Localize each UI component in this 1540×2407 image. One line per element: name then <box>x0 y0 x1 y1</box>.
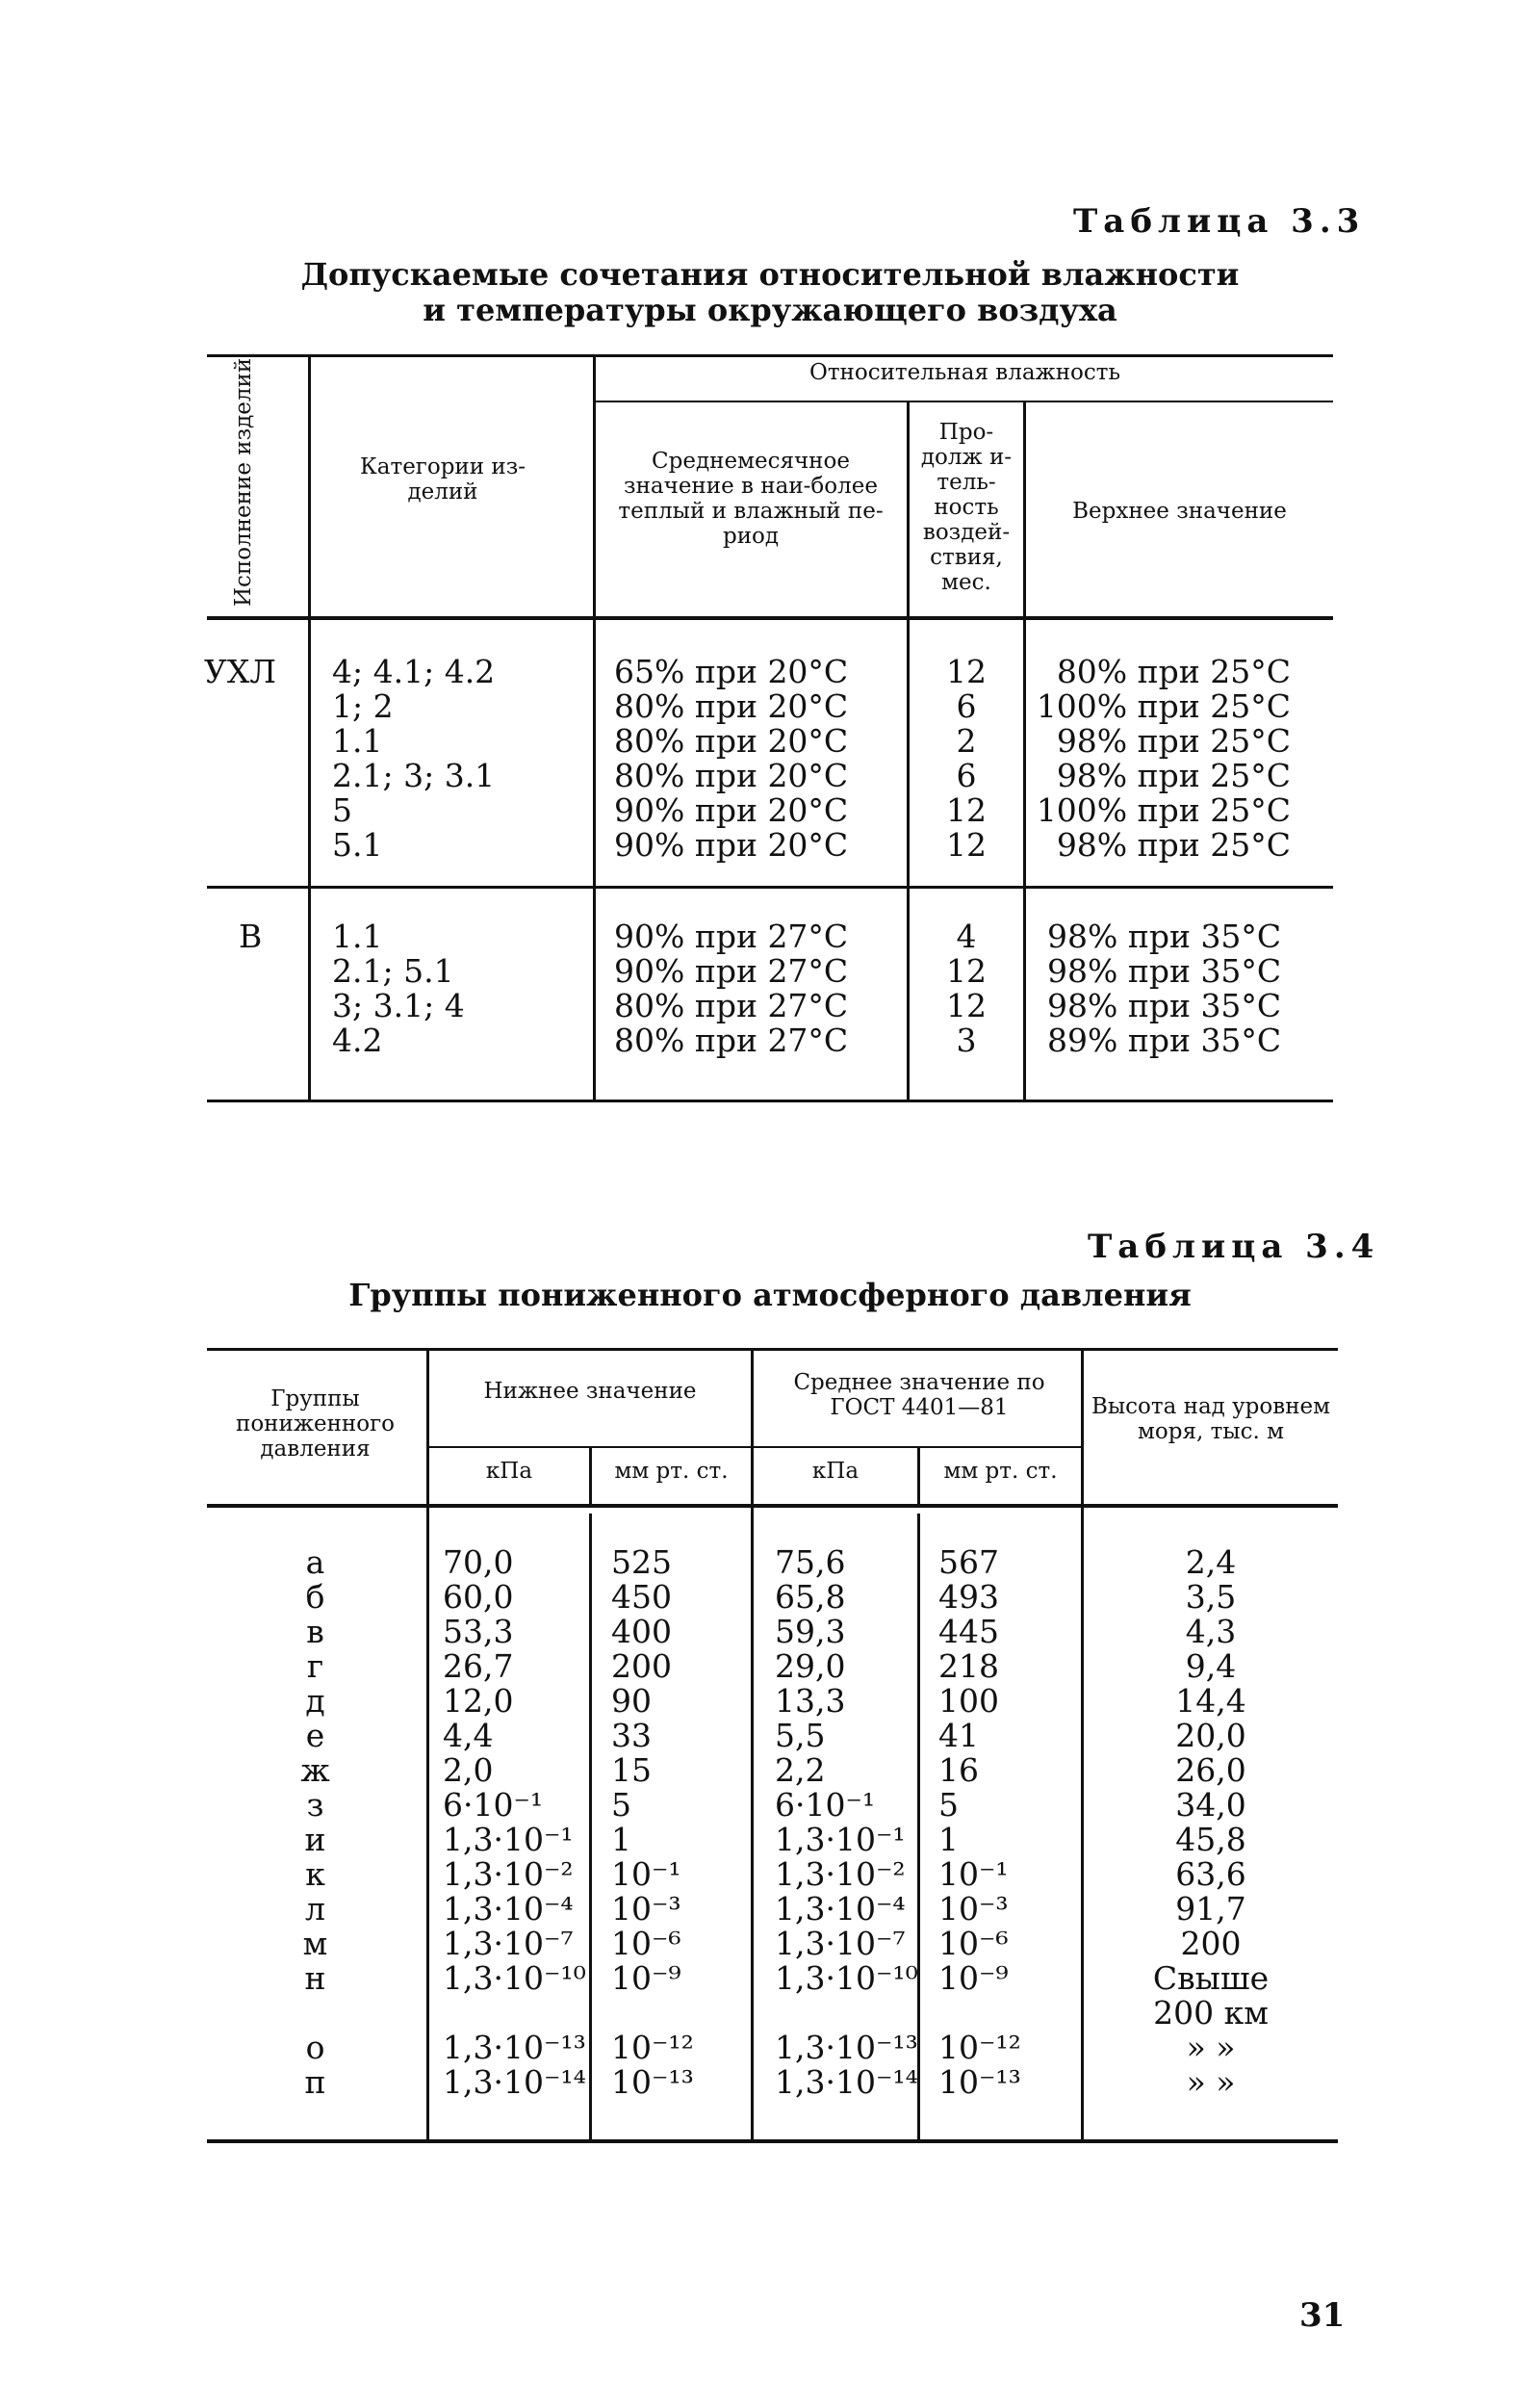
t33-avg-cell: 80% при 27°C <box>614 987 849 1024</box>
t33-avg-cell: 80% при 20°C <box>614 757 849 794</box>
t34-lower-mm-cell: 10⁻⁶ <box>611 1925 681 1962</box>
t34-lower-mm-cell: 15 <box>611 1751 652 1789</box>
t33-group-rule <box>207 886 1333 889</box>
t34-altitude-cell: 91,7 <box>1175 1890 1246 1928</box>
t34-vrule-2b <box>589 1514 592 2139</box>
t33-category-cell: 4; 4.1; 4.2 <box>332 653 496 690</box>
t33-duration-cell: 12 <box>946 987 987 1024</box>
t33-avg-cell: 90% при 20°C <box>614 826 849 864</box>
t33-duration-cell: 2 <box>956 722 977 760</box>
t33-upper-cell: 98% при 35°C <box>1047 918 1282 955</box>
t33-category-cell: 2.1; 5.1 <box>332 952 454 990</box>
t34-lower-mm-cell: 525 <box>611 1543 672 1581</box>
t34-mean-kpa-cell: 1,3·10⁻¹⁴ <box>775 2063 918 2101</box>
t34-lower-mm-cell: 400 <box>611 1613 672 1650</box>
table-3-4-title: Группы пониженного атмосферного давления <box>348 1277 1192 1313</box>
t34-group-cell: г <box>306 1647 324 1685</box>
t34-lower-kpa-cell: 4,4 <box>443 1717 494 1754</box>
t34-group-cell: ж <box>300 1751 330 1789</box>
t34-lower-kpa-cell: 1,3·10⁻² <box>443 1855 574 1893</box>
t34-group-cell: и <box>304 1821 326 1858</box>
t34-header-altitude: Высота над уровнем моря, тыс. м <box>1091 1394 1331 1444</box>
t34-group-cell: з <box>306 1786 324 1824</box>
t33-avg-cell: 90% при 27°C <box>614 952 849 990</box>
t33-header-execution: Исполнение изделий <box>231 357 256 607</box>
t33-category-cell: 2.1; 3; 3.1 <box>332 757 496 794</box>
t34-group-cell: е <box>305 1717 325 1754</box>
t33-upper-cell: 80% при 25°C <box>1056 653 1291 690</box>
t34-mean-kpa-cell: 1,3·10⁻¹³ <box>775 2029 918 2066</box>
t33-category-cell: 3; 3.1; 4 <box>332 987 465 1024</box>
t33-duration-cell: 12 <box>946 653 987 690</box>
t33-avg-cell: 90% при 27°C <box>614 918 849 955</box>
t33-duration-cell: 12 <box>946 826 987 864</box>
t33-upper-cell: 100% при 25°C <box>1036 791 1291 829</box>
t34-lower-mm-cell: 33 <box>611 1717 652 1754</box>
t34-mean-mm-cell: 1 <box>938 1821 959 1858</box>
t33-category-cell: 5.1 <box>332 826 383 864</box>
t34-lower-mm-cell: 450 <box>611 1578 672 1616</box>
t34-altitude-cell: 4,3 <box>1185 1613 1237 1650</box>
t33-avg-cell: 80% при 27°C <box>614 1022 849 1059</box>
t34-altitude-cell: » » <box>1186 2029 1236 2066</box>
t34-altitude-cell: 200 <box>1180 1925 1242 1962</box>
t33-avg-cell: 90% при 20°C <box>614 791 849 829</box>
t33-upper-cell: 89% при 35°C <box>1047 1022 1282 1059</box>
t34-altitude-cell: 26,0 <box>1175 1751 1246 1789</box>
t34-header-group: Группы пониженного давления <box>235 1386 395 1462</box>
t34-mean-mm-cell: 567 <box>938 1543 999 1581</box>
t34-header-mean-mmhg: мм рт. ст. <box>943 1459 1058 1484</box>
t34-lower-mm-cell: 90 <box>611 1682 652 1720</box>
t34-mean-kpa-cell: 59,3 <box>775 1613 846 1650</box>
t34-lower-kpa-cell: 26,7 <box>443 1647 514 1685</box>
t34-altitude-cell: 63,6 <box>1175 1855 1246 1893</box>
t34-mean-kpa-cell: 13,3 <box>775 1682 846 1720</box>
t34-group-cell: н <box>304 1959 326 1997</box>
t34-mean-kpa-cell: 2,2 <box>775 1751 826 1789</box>
t34-header-mean: Среднее значение по ГОСТ 4401—81 <box>793 1370 1045 1420</box>
t34-lower-mm-cell: 200 <box>611 1647 672 1685</box>
t33-upper-cell: 98% при 25°C <box>1056 722 1291 760</box>
t33-header-humidity: Относительная влажность <box>808 360 1121 385</box>
t34-group-cell: в <box>306 1613 324 1650</box>
t34-mean-mm-cell: 10⁻³ <box>938 1890 1009 1928</box>
t34-mean-mm-cell: 10⁻¹³ <box>938 2063 1021 2101</box>
t34-altitude-cell: 2,4 <box>1185 1543 1237 1581</box>
t34-lower-mm-cell: 10⁻¹ <box>611 1855 681 1893</box>
t34-altitude-cell: 34,0 <box>1175 1786 1246 1824</box>
t33-header-rule <box>207 616 1333 620</box>
t34-lower-kpa-cell: 1,3·10⁻¹⁴ <box>443 2063 586 2101</box>
t34-lower-kpa-cell: 1,3·10⁻¹⁰ <box>443 1959 586 1997</box>
t34-mean-mm-cell: 218 <box>938 1647 999 1685</box>
t34-altitude-cell: 45,8 <box>1175 1821 1246 1858</box>
t33-duration-cell: 4 <box>956 918 977 955</box>
t33-bottom-rule <box>207 1100 1333 1102</box>
t34-bottom-rule <box>207 2139 1338 2143</box>
t34-top-rule <box>207 1348 1338 1351</box>
t34-mean-mm-cell: 10⁻⁶ <box>938 1925 1009 1962</box>
t33-exec-v: В <box>239 918 263 955</box>
t34-lower-mm-cell: 10⁻³ <box>611 1890 681 1928</box>
t34-lower-mm-cell: 10⁻¹³ <box>611 2063 694 2101</box>
t33-category-cell: 4.2 <box>332 1022 383 1059</box>
t33-upper-cell: 98% при 35°C <box>1047 952 1282 990</box>
t34-altitude-cell: » » <box>1186 2063 1236 2101</box>
t34-group-cell: д <box>305 1682 325 1720</box>
t33-header-upper: Верхнее значение <box>1072 499 1287 524</box>
t34-mean-mm-cell: 41 <box>938 1717 979 1754</box>
t33-duration-cell: 3 <box>956 1022 977 1059</box>
t33-exec-ukhl: УХЛ <box>204 653 276 690</box>
t33-header-category: Категории из-делий <box>359 454 526 505</box>
t34-altitude-cell: 14,4 <box>1175 1682 1246 1720</box>
t34-mean-kpa-cell: 65,8 <box>775 1578 846 1616</box>
t33-avg-cell: 80% при 20°C <box>614 687 849 725</box>
t33-avg-cell: 80% при 20°C <box>614 722 849 760</box>
t33-duration-cell: 6 <box>956 757 977 794</box>
t34-lower-kpa-cell: 1,3·10⁻⁷ <box>443 1925 574 1962</box>
t34-mean-mm-cell: 445 <box>938 1613 999 1650</box>
t34-mean-kpa-cell: 75,6 <box>775 1543 846 1581</box>
t34-lower-kpa-cell: 1,3·10⁻⁴ <box>443 1890 574 1928</box>
t33-upper-cell: 100% при 25°C <box>1036 687 1291 725</box>
t33-vrule-1 <box>308 356 311 1100</box>
t34-lower-mm-cell: 10⁻⁹ <box>611 1959 681 1997</box>
t34-header-lower: Нижнее значение <box>483 1379 697 1404</box>
t34-lower-kpa-cell: 60,0 <box>443 1578 514 1616</box>
t34-group-cell: а <box>305 1543 325 1581</box>
t34-group-cell: л <box>305 1890 325 1928</box>
t34-altitude-cell: Свыше <box>1152 1959 1270 1997</box>
t33-duration-cell: 12 <box>946 952 987 990</box>
t34-altitude-cell: 200 км <box>1153 1994 1269 2032</box>
t34-mean-kpa-cell: 1,3·10⁻² <box>775 1855 906 1893</box>
t34-lower-mm-cell: 1 <box>611 1821 631 1858</box>
t33-humidity-rule <box>595 401 1333 402</box>
t34-mean-mm-cell: 10⁻¹ <box>938 1855 1009 1893</box>
t34-group-cell: б <box>305 1578 325 1616</box>
t34-mean-kpa-cell: 1,3·10⁻¹⁰ <box>775 1959 918 1997</box>
t34-altitude-cell: 9,4 <box>1185 1647 1237 1685</box>
t34-group-cell: м <box>302 1925 328 1962</box>
t34-lower-kpa-cell: 1,3·10⁻¹ <box>443 1821 574 1858</box>
t34-mean-kpa-cell: 1,3·10⁻⁷ <box>775 1925 906 1962</box>
t34-lower-kpa-cell: 1,3·10⁻¹³ <box>443 2029 586 2066</box>
t34-sub-rule <box>428 1446 1081 1448</box>
page-number: 31 <box>1299 2296 1346 2335</box>
t34-mean-mm-cell: 10⁻¹² <box>938 2029 1021 2066</box>
t34-mean-mm-cell: 10⁻⁹ <box>938 1959 1009 1997</box>
t33-category-cell: 1.1 <box>332 918 383 955</box>
t33-vrule-2 <box>593 356 596 1100</box>
t34-mean-mm-cell: 5 <box>938 1786 959 1824</box>
t34-mean-kpa-cell: 1,3·10⁻¹ <box>775 1821 906 1858</box>
table-3-3-caption: Таблица 3.3 <box>1073 202 1366 241</box>
t34-header-lower-kpa: кПа <box>485 1459 533 1484</box>
t33-upper-cell: 98% при 25°C <box>1056 826 1291 864</box>
t34-lower-kpa-cell: 2,0 <box>443 1751 494 1789</box>
table-3-4-caption: Таблица 3.4 <box>1088 1228 1380 1266</box>
t34-mean-mm-cell: 100 <box>938 1682 999 1720</box>
t34-lower-kpa-cell: 12,0 <box>443 1682 514 1720</box>
t33-duration-cell: 6 <box>956 687 977 725</box>
t33-upper-cell: 98% при 35°C <box>1047 987 1282 1024</box>
t34-lower-mm-cell: 10⁻¹² <box>611 2029 694 2066</box>
t33-category-cell: 1.1 <box>332 722 383 760</box>
t34-group-cell: п <box>304 2063 326 2101</box>
t34-group-cell: о <box>305 2029 325 2066</box>
t33-header-duration: Про-долж и-тель-ность воздей-ствия, мес. <box>920 420 1013 595</box>
t34-mean-kpa-cell: 29,0 <box>775 1647 846 1685</box>
t34-lower-kpa-cell: 6·10⁻¹ <box>443 1786 544 1824</box>
t33-category-cell: 5 <box>332 791 352 829</box>
t34-mean-mm-cell: 493 <box>938 1578 999 1616</box>
table-3-3-title-line1: Допускаемые сочетания относительной влажности <box>300 256 1240 293</box>
t34-mean-kpa-cell: 6·10⁻¹ <box>775 1786 876 1824</box>
t34-lower-kpa-cell: 70,0 <box>443 1543 514 1581</box>
t33-top-rule <box>207 354 1333 357</box>
t33-header-monthly-avg: Среднемесячное значение в наи-более теплый и влажный пе-риод <box>618 449 884 549</box>
t34-group-cell: к <box>305 1855 325 1893</box>
table-3-3-title-line2: и температуры окружающего воздуха <box>423 292 1117 328</box>
t34-altitude-cell: 20,0 <box>1175 1717 1246 1754</box>
t34-lower-kpa-cell: 53,3 <box>443 1613 514 1650</box>
t34-header-lower-mmhg: мм рт. ст. <box>614 1459 729 1484</box>
t34-mean-kpa-cell: 5,5 <box>775 1717 826 1754</box>
t34-mean-mm-cell: 16 <box>938 1751 979 1789</box>
t34-mean-kpa-cell: 1,3·10⁻⁴ <box>775 1890 906 1928</box>
t34-altitude-cell: 3,5 <box>1185 1578 1237 1616</box>
t33-avg-cell: 65% при 20°C <box>614 653 849 690</box>
t34-header-rule <box>207 1504 1338 1508</box>
t33-category-cell: 1; 2 <box>332 687 394 725</box>
t34-lower-mm-cell: 5 <box>611 1786 631 1824</box>
t33-upper-cell: 98% при 25°C <box>1056 757 1291 794</box>
t34-header-mean-kpa: кПа <box>811 1459 860 1484</box>
t33-duration-cell: 12 <box>946 791 987 829</box>
